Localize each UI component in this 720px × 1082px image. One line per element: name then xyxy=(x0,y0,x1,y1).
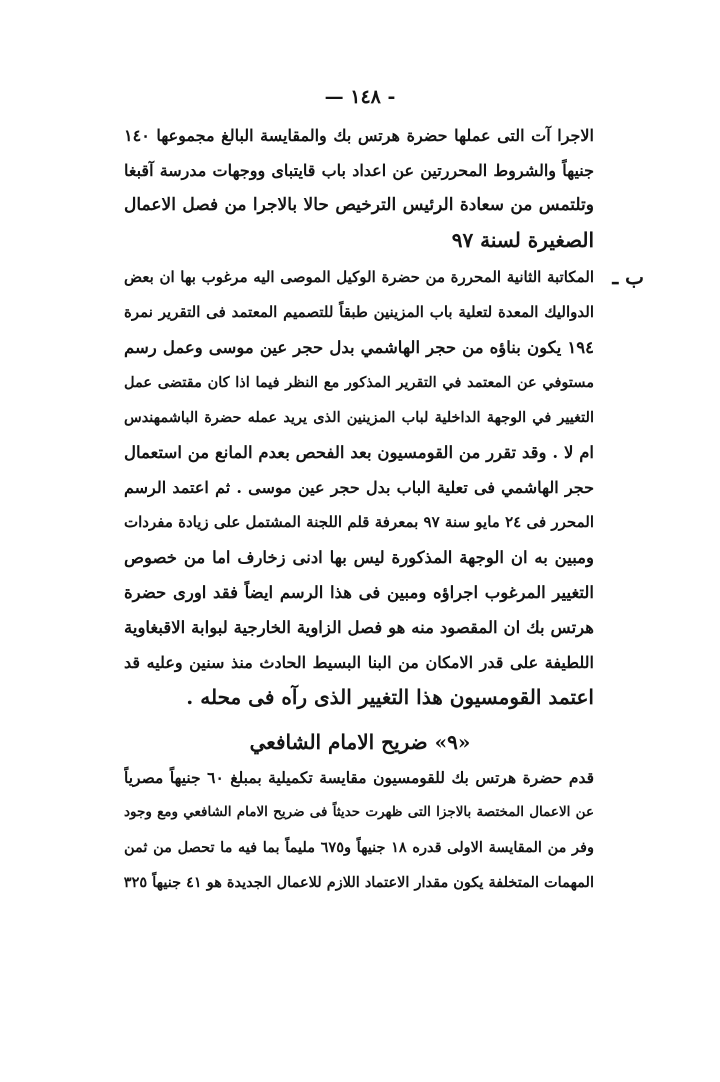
text-line: التغيير في الوجهة الداخلية لباب المزينين الذى يريد عمله حضرة الباشمهندس xyxy=(124,409,594,426)
text-line: الاجرا آت التى عملها حضرة هرتس بك والمقايسة البالغ مجموعها ١٤٠ xyxy=(124,126,594,145)
section-heading: «٩» ضريح الامام الشافعي xyxy=(249,730,471,754)
section-paragraph xyxy=(124,760,594,900)
text-line: اللطيفة على قدر الامكان من البنا البسيط الحادث منذ سنين وعليه قد xyxy=(124,653,594,672)
text-line: قدم حضرة هرتس بك للقومسيون مقايسة تكميلية بمبلغ ٦٠ جنيهاً مصرياً xyxy=(124,768,594,787)
text-line: المحرر فى ٢٤ مايو سنة ٩٧ بمعرفة قلم اللجنة المشتمل على زيادة مفردات xyxy=(124,513,594,531)
text-line: التغيير المرغوب اجراؤه ومبين فى هذا الرسم ايضاً فقد اورى حضرة xyxy=(124,583,594,602)
text-line: الصغيرة لسنة ٩٧ xyxy=(451,228,594,252)
text-line: المكاتبة الثانية المحررة من حضرة الوكيل الموصى اليه مرغوب بها ان بعض xyxy=(124,268,594,286)
text-line: عن الاعمال المختصة بالاجزا التى ظهرت حديثاً فى ضريح الامام الشافعي ومع وجود xyxy=(124,804,594,820)
text-line: وتلتمس من سعادة الرئيس الترخيص حالا بالاجرا من فصل الاعمال xyxy=(124,195,594,215)
item-b-paragraph xyxy=(124,260,594,715)
text-line: هرتس بك ان المقصود منه هو فصل الزاوية الخارجية لبوابة الاقبغاوية xyxy=(124,618,594,637)
item-marker-b: ب ـ xyxy=(612,265,644,289)
text-line: ومبين به ان الوجهة المذكورة ليس بها ادنى زخارف اما من خصوص xyxy=(124,548,594,567)
text-line: وفر من المقايسة الاولى قدره ١٨ جنيهاً و٦٧٥ مليماً بما فيه ما تحصل من ثمن xyxy=(124,839,594,856)
intro-paragraph xyxy=(124,118,594,258)
text-line: ام لا . وقد تقرر من القومسيون بعد الفحص بعدم المانع من استعمال xyxy=(124,443,594,462)
text-line: ١٩٤ يكون بناؤه من حجر الهاشمي بدل حجر عين موسى وعمل رسم xyxy=(124,338,594,357)
text-line: المهمات المتخلفة يكون مقدار الاعتماد اللازم للاعمال الجديدة هو ٤١ جنيهاً ٣٢٥ xyxy=(124,874,594,891)
text-line: جنيهاً والشروط المحررتين عن اعداد باب قايتباى ووجهات مدرسة آقبغا xyxy=(124,161,594,180)
text-line: اعتمد القومسيون هذا التغيير الذى رآه فى محله . xyxy=(186,685,594,709)
text-line: مستوفي عن المعتمد في التقرير المذكور مع النظر فيما اذا كان مقتضى عمل xyxy=(124,374,594,391)
text-line: الدواليك المعدة لتعلية باب المزينين طبقاً للتصميم المعتمد فى التقرير نمرة xyxy=(124,303,594,321)
page-number: — ١٤٨ - xyxy=(324,86,396,108)
text-line: حجر الهاشمي فى تعلية الباب بدل حجر عين موسى . ثم اعتمد الرسم xyxy=(124,478,594,497)
